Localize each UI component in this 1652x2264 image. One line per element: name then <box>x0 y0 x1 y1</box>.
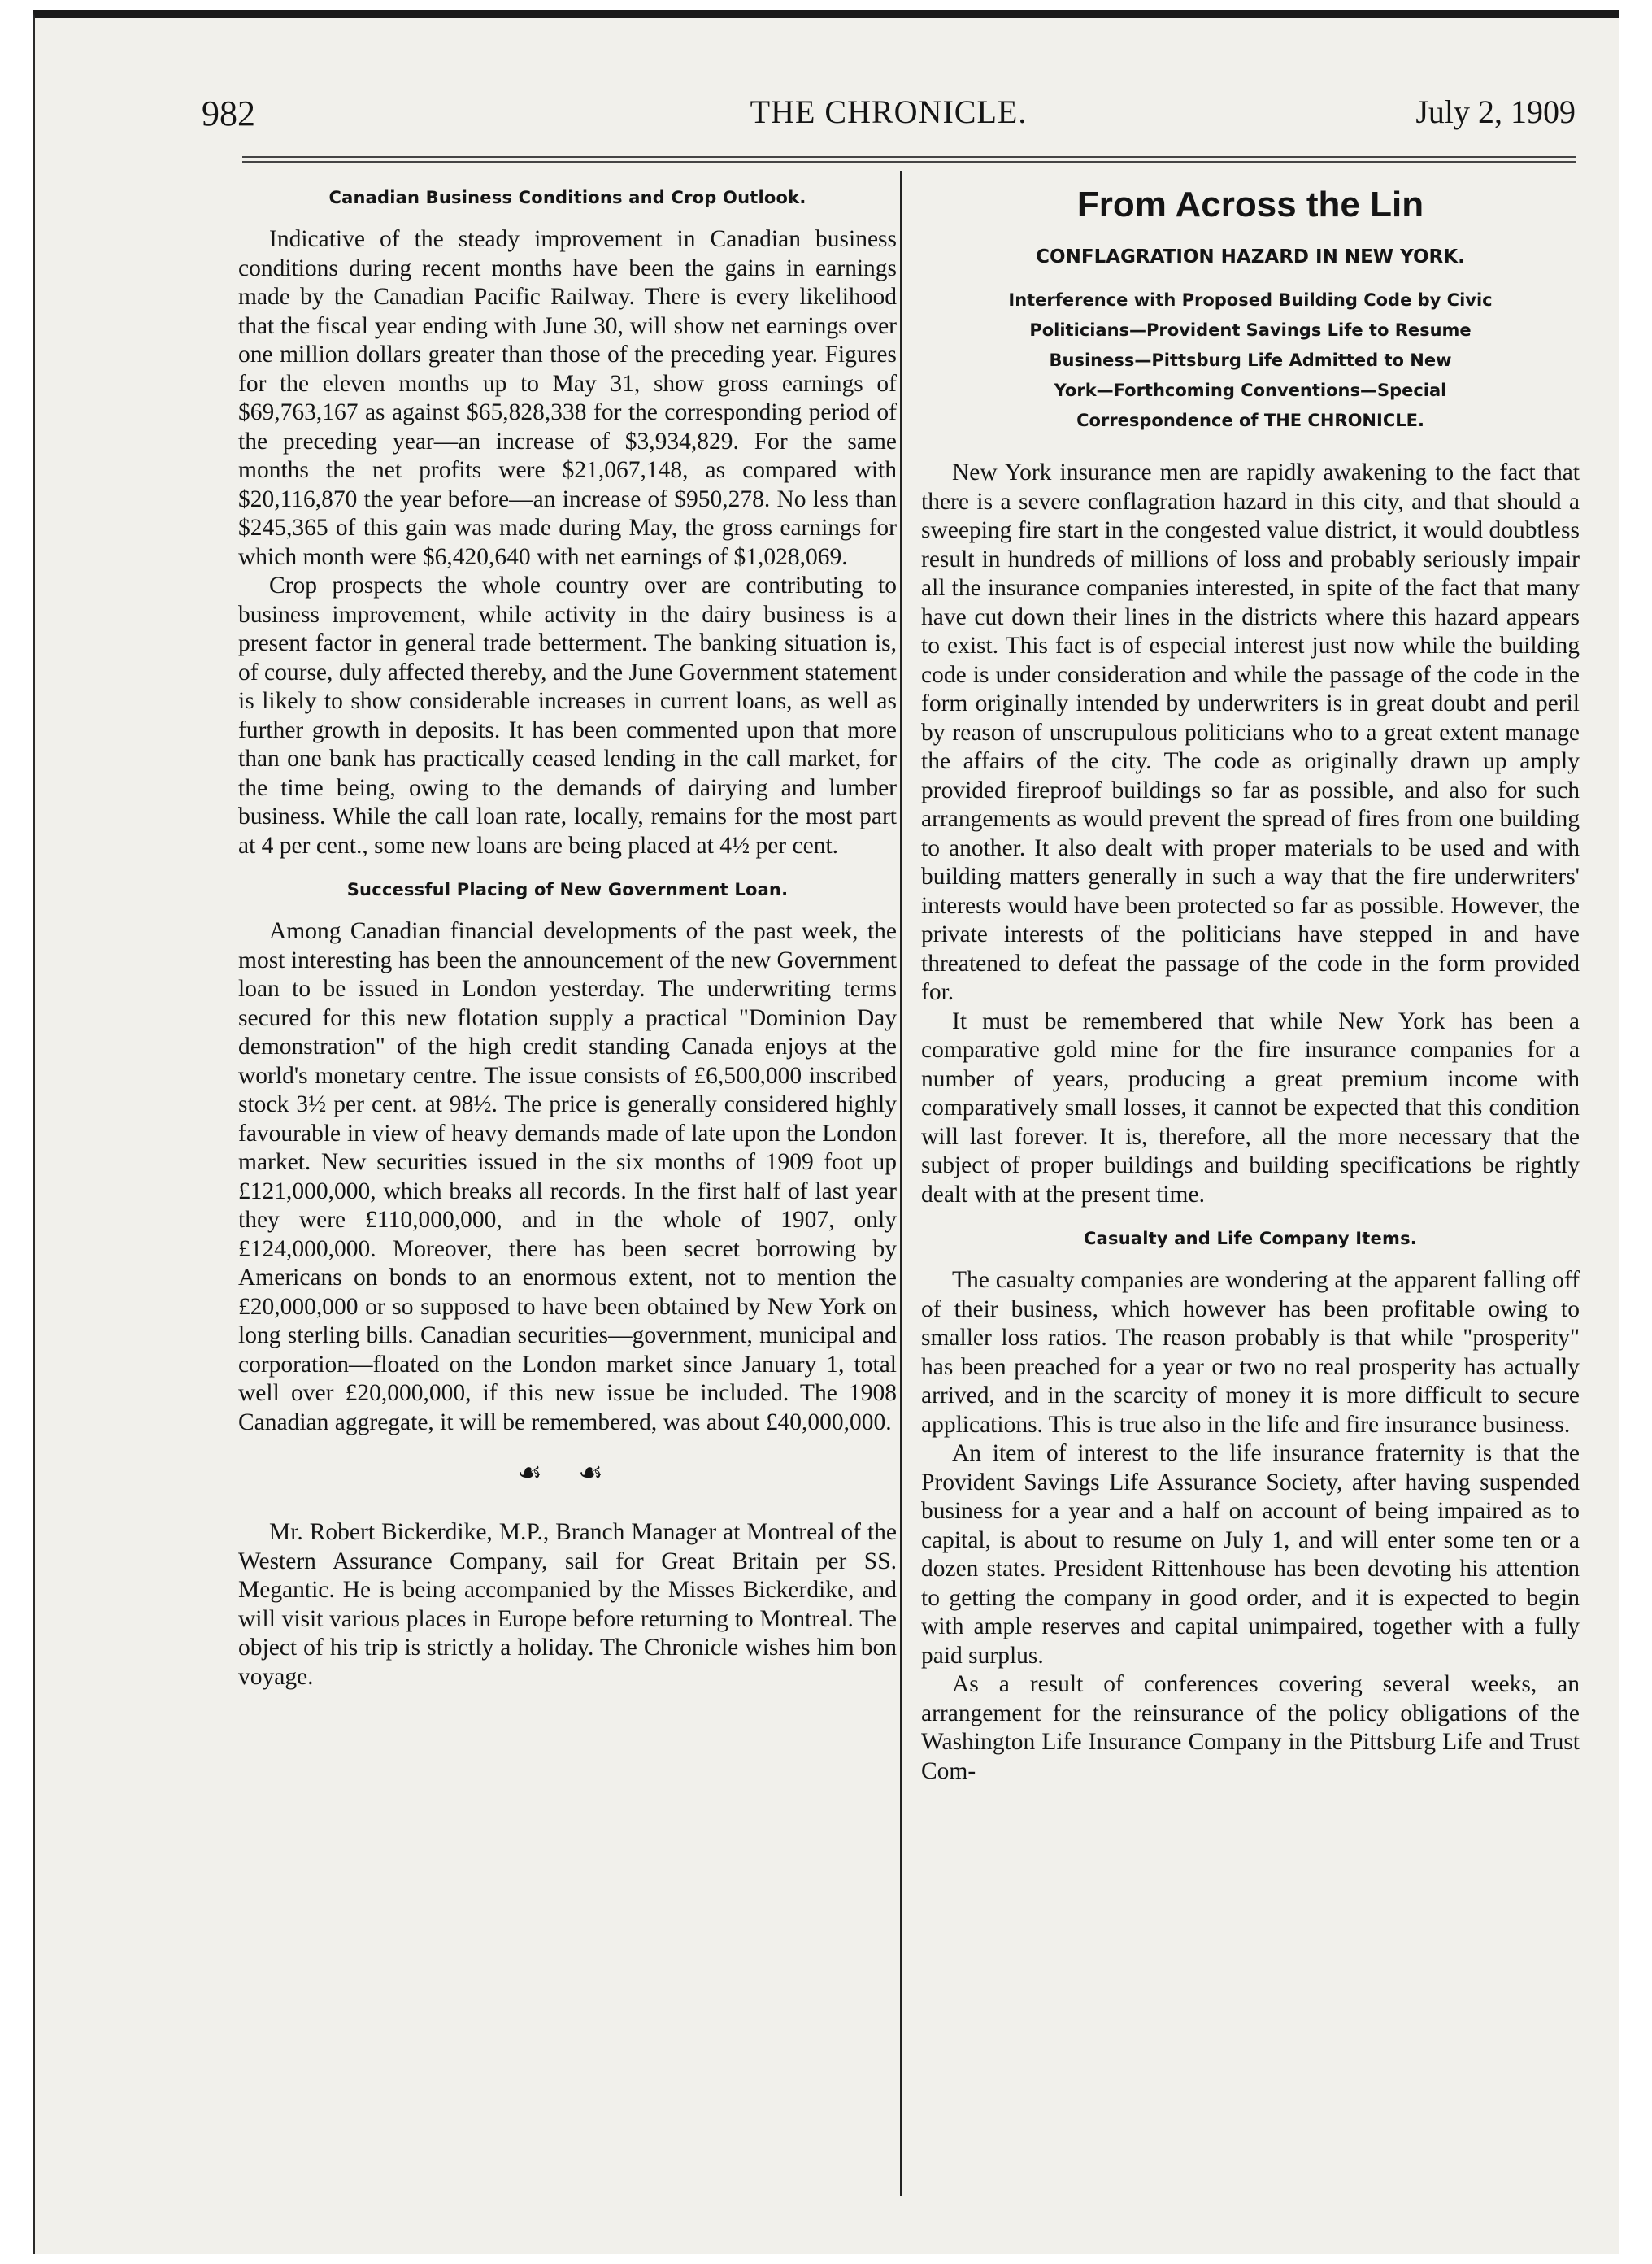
paragraph: An item of interest to the life insurance fraternity is that the Provident Savings Life Assurance Society, after having suspended business for a year and a half on account of being impaired as to capital, is about to resume on July 1, and will enter some ten or a dozen states. President Rittenhouse has been devoting his attention to getting the company in good order, and it is expected to begin with ample reserves and capital unimpaired, together with a fully paid surplus. <box>921 1440 1580 1669</box>
paragraph: It must be remembered that while New York has been a comparative gold mine for the fire insurance companies for a number of years, producing a great premium income with comparatively small losses, it cannot be expected that this condition will last forever. It is, therefore, all the more necessary that the subject of proper buildings and building specifications be rightly dealt with at the present time. <box>921 1008 1580 1208</box>
page-header <box>202 93 1576 142</box>
article-subheading: CONFLAGRATION HAZARD IN NEW YORK. <box>1036 246 1465 268</box>
article-heading-business: Canadian Business Conditions and Crop Outlook. <box>328 188 806 207</box>
deck-line: Politicians—Provident Savings Life to Resume <box>1029 320 1472 340</box>
column-divider <box>900 171 902 2196</box>
article-heading-across: From Across the Lin <box>1076 185 1424 224</box>
header-rule-bottom <box>242 161 1576 163</box>
right-column <box>921 185 1580 1786</box>
paragraph: Crop prospects the whole country over are contributing to business improvement, while activity in the dairy business is a present factor in general trade betterment. The banking situation is, of course, duly affected thereby, and the June Government statement is likely to show considerable increases in current loans, as well as further growth in deposits. It has been commented upon that more than one bank has practically ceased lending in the call market, for the time being, owing to the demands of dairying and lumber business. While the call loan rate, locally, remains for the most part at 4 per cent., some new loans are being placed at 4½ per cent. <box>238 573 897 859</box>
article-heading-loan: Successful Placing of New Government Loan. <box>346 880 789 899</box>
deck-line: Business—Pittsburg Life Admitted to New <box>1049 350 1452 370</box>
paragraph: Among Canadian financial developments of the past week, the most interesting has been the announcement of the new Government loan to be issued in London yesterday. The underwriting terms secured for this new flotation supply a practical "Dominion Day demonstration" of the high credit standing Canada enjoys at the world's monetary centre. The issue consists of £6,500,000 inscribed stock 3½ per cent. at 98½. The price is generally considered highly favourable in view of heavy demands made of late upon the London market. New securities issued in the six months of 1909 foot up £121,000,000, which breaks all records. In the first half of last year they were £110,000,000, and in the whole of 1907, only £124,000,000. Moreover, there has been secret borrowing by Americans on bonds to an enormous extent, not to mention the £20,000,000 or so supposed to have been obtained by New York on long sterling bills. Canadian securities—government, municipal and corporation—floated on the London market since January 1, total well over £20,000,000, if this new issue be included. The 1908 Canadian aggregate, it will be remembered, was about £40,000,000. <box>238 918 897 1435</box>
paragraph: Mr. Robert Bickerdike, M.P., Branch Manager at Montreal of the Western Assurance Company, sail for Great Britain per SS. Megantic. He is being accompanied by the Misses Bickerdike, and will visit various places in Europe before returning to Montreal. The object of his trip is strictly a holiday. The Chronicle wishes him bon voyage. <box>238 1519 897 1690</box>
article-deck <box>921 285 1580 436</box>
left-column <box>238 185 897 1691</box>
paragraph: As a result of conferences covering several weeks, an arrangement for the reinsurance of the policy obligations of the Washington Life Insurance Company in the Pittsburg Life and Trust Com- <box>921 1671 1580 1784</box>
page-number: 982 <box>202 94 255 133</box>
header-rule-top <box>242 156 1576 158</box>
paragraph: The casualty companies are wondering at the apparent falling off of their business, which however has been profitable owing to smaller loss ratios. The reason probably is that while "prosperity" has been preached for a year or two no real prosperity has actually arrived, and in the scarcity of money it is more difficult to secure applications. This is true also in the life and fire insurance business. <box>921 1267 1580 1438</box>
ornament-icon: ☙ ☙ <box>517 1458 618 1488</box>
deck-line: Interference with Proposed Building Code by Civic <box>1008 290 1493 310</box>
paragraph: New York insurance men are rapidly awakening to the fact that there is a severe conflagration hazard in this city, and that should a sweeping fire start in the congested value district, it would doubtless result in hundreds of millions of loss and probably seriously impair all the insurance companies interested, in spite of the fact that many have cut down their lines in the districts where this hazard appears to exist. This fact is of especial interest just now while the building code is under consideration and while the passage of the code in the form originally intended by underwriters is in great doubt and peril by reason of unscrupulous politicians who to a great extent manage the affairs of the city. The code as originally drawn up amply provided fireproof buildings so far as possible, and also for such arrangements as would prevent the spread of fires from one building to another. It also dealt with proper materials to be used and with building matters generally in such a way that the fire underwriters' interests would have been protected so far as possible. However, the private interests of the politicians have stepped in and have threatened to defeat the passage of the code in the form provided for. <box>921 459 1580 1005</box>
paragraph: Indicative of the steady improvement in Canadian business conditions during recent months have been the gains in earnings made by the Canadian Pacific Railway. There is every likelihood that the fiscal year ending with June 30, will show net earnings over one million dollars greater than those of the preceding year. Figures for the eleven months up to May 31, show gross earnings of $69,763,167 as against $65,828,338 for the corresponding period of the preceding year—an increase of $3,934,829. For the same months the net profits were $21,067,148, as compared with $20,116,870 the year before—an increase of $950,278. No less than $245,365 of this gain was made during May, the gross earnings for which month were $6,420,640 with net earnings of $1,028,069. <box>238 226 897 570</box>
deck-line: York—Forthcoming Conventions—Special <box>1054 381 1447 400</box>
issue-date: July 2, 1909 <box>1415 94 1576 130</box>
newspaper-page <box>33 10 1619 2254</box>
publication-title: THE CHRONICLE. <box>750 94 1028 130</box>
deck-line: Correspondence of THE CHRONICLE. <box>1076 411 1424 430</box>
article-heading-casualty: Casualty and Life Company Items. <box>1084 1229 1417 1248</box>
